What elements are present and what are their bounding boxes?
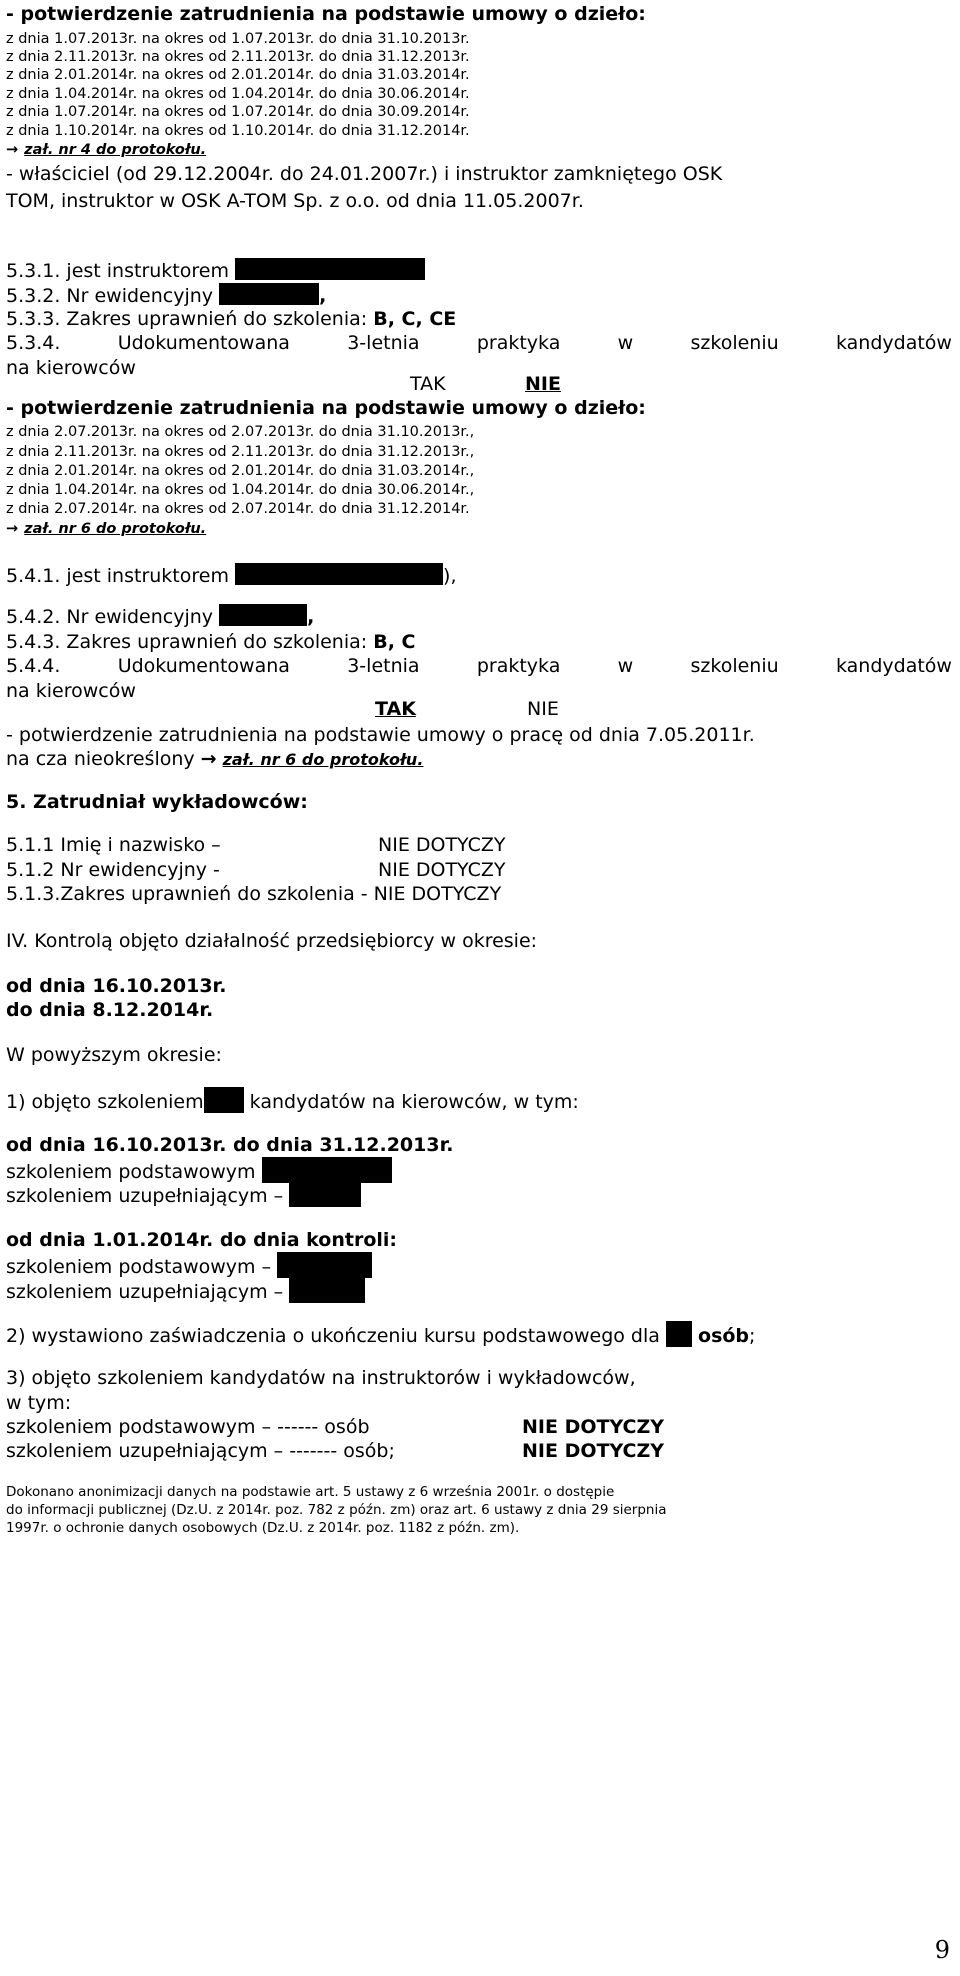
- owner-line: - właściciel (od 29.12.2004r. do 24.01.2007r.) i instruktor zamkniętego OSK: [6, 163, 723, 185]
- na-kierowcow: na kierowców: [6, 680, 136, 702]
- nie-option-selected: NIE: [525, 373, 561, 395]
- i3-podstawowe: szkoleniem podstawowym – ------ osób: [6, 1416, 370, 1438]
- arrow-right-icon: →: [200, 748, 217, 770]
- word: 5.4.4.: [6, 655, 61, 677]
- contract-line: z dnia 2.11.2013r. na okres od 2.11.2013r. do dnia 31.12.2013r.: [6, 49, 470, 65]
- wykladowcy-row-value: NIE DOTYCZY: [378, 834, 506, 856]
- ewid-line: [6, 283, 326, 308]
- word: 3-letnia: [347, 655, 420, 677]
- instructor-label: 5.3.1. jest instruktorem: [6, 260, 229, 282]
- word: szkoleniu: [690, 655, 779, 677]
- redaction-box: [277, 1252, 372, 1278]
- praktyka-line: [6, 331, 952, 355]
- attachment-text: zał. nr 6 do protokołu.: [24, 521, 207, 537]
- redaction-box: [262, 1157, 392, 1183]
- kontrola-heading: IV. Kontrolą objęto działalność przedsiębiorcy w okresie:: [6, 930, 538, 952]
- page-number: 9: [934, 1936, 950, 1964]
- attachment-ref: [6, 520, 206, 538]
- contract-line: z dnia 2.01.2014r. na okres od 2.01.2014r. do dnia 31.03.2014r.: [6, 67, 470, 83]
- p2-podstawowe-label: szkoleniem podstawowym –: [6, 1256, 272, 1278]
- contract-line: z dnia 2.11.2013r. na okres od 2.11.2013r. do dnia 31.12.2013r.,: [6, 444, 475, 460]
- p1-podstawowe-label: szkoleniem podstawowym: [6, 1161, 256, 1183]
- attachment-ref: [6, 747, 423, 772]
- close-paren: ),: [443, 565, 457, 587]
- tak-option: TAK: [410, 373, 446, 395]
- word: 3-letnia: [347, 332, 420, 354]
- wykladowcy-heading: 5. Zatrudniał wykładowców:: [6, 791, 308, 813]
- attachment-ref: [6, 141, 206, 159]
- na-kierowcow: na kierowców: [6, 357, 136, 379]
- redaction-box: [666, 1321, 692, 1347]
- contract-line: z dnia 1.07.2014r. na okres od 1.07.2014r. do dnia 30.09.2014r.: [6, 104, 470, 120]
- contract-line: z dnia 1.04.2014r. na okres od 1.04.2014r. do dnia 30.06.2014r.,: [6, 482, 475, 498]
- praktyka-line: [6, 654, 952, 678]
- p2-uzupelniajace-label: szkoleniem uzupełniającym –: [6, 1281, 284, 1303]
- owner-line: TOM, instruktor w OSK A-TOM Sp. z o.o. od dnia 11.05.2007r.: [6, 190, 584, 212]
- footer-note: 1997r. o ochronie danych osobowych (Dz.U. z 2014r. poz. 1182 z późn. zm).: [6, 1520, 520, 1536]
- zakres-line: [6, 307, 456, 331]
- word: Udokumentowana: [117, 655, 290, 677]
- tak-option-selected: TAK: [375, 698, 416, 720]
- item-1-text: kandydatów na kierowców, w tym:: [249, 1091, 579, 1113]
- wykladowcy-row-value: NIE DOTYCZY: [378, 859, 506, 881]
- p1-uzupelniajace: [6, 1181, 361, 1208]
- item-3: 3) objęto szkoleniem kandydatów na instruktorów i wykładowców,: [6, 1367, 636, 1389]
- period-1: od dnia 16.10.2013r. do dnia 31.12.2013r.: [6, 1134, 454, 1156]
- attachment-text: zał. nr 6 do protokołu.: [222, 750, 424, 769]
- i3-uzupelniajace: szkoleniem uzupełniającym – ------- osób;: [6, 1440, 395, 1462]
- instructor-label: 5.4.1. jest instruktorem: [6, 565, 229, 587]
- heading-umowa-dzielo: - potwierdzenie zatrudnienia na podstawie umowy o dzieło:: [6, 397, 646, 419]
- word: kandydatów: [835, 332, 952, 354]
- arrow-right-icon: →: [6, 142, 19, 158]
- item-2-text: 2) wystawiono zaświadczenia o ukończeniu kursu podstawowego dla: [6, 1325, 660, 1347]
- redaction-box: [235, 258, 425, 280]
- redaction-box: [289, 1277, 365, 1303]
- instructor-line: [6, 258, 425, 283]
- item-2: [6, 1321, 755, 1348]
- i3-podstawowe-value: NIE DOTYCZY: [522, 1416, 665, 1438]
- heading-umowa-dzielo: - potwierdzenie zatrudnienia na podstawie umowy o dzieło:: [6, 3, 646, 25]
- ewid-label: 5.4.2. Nr ewidencyjny: [6, 606, 214, 628]
- word: szkoleniu: [690, 332, 779, 354]
- wykladowcy-row-label: 5.1.2 Nr ewidencyjny -: [6, 859, 220, 881]
- nieokreslony-text: na cza nieokreślony: [6, 748, 195, 770]
- i3-uzupelniajace-value: NIE DOTYCZY: [522, 1440, 665, 1462]
- comma: ,: [319, 285, 327, 307]
- contract-line: z dnia 1.04.2014r. na okres od 1.04.2014r. do dnia 30.06.2014r.: [6, 86, 470, 102]
- contract-line: z dnia 1.10.2014r. na okres od 1.10.2014r. do dnia 31.12.2014r.: [6, 123, 470, 139]
- word: w: [617, 332, 634, 354]
- contract-line: z dnia 2.07.2014r. na okres od 2.07.2014r. do dnia 31.12.2014r.: [6, 501, 470, 517]
- p2-podstawowe: [6, 1252, 372, 1279]
- zakres-line: [6, 630, 416, 654]
- item-1: [6, 1087, 579, 1114]
- word: 5.3.4.: [6, 332, 61, 354]
- ewid-line: [6, 604, 314, 629]
- semicolon: ;: [749, 1325, 756, 1347]
- contract-line: z dnia 1.07.2013r. na okres od 1.07.2013r. do dnia 31.10.2013r.: [6, 31, 470, 47]
- w-okresie: W powyższym okresie:: [6, 1044, 222, 1066]
- zakres-label: 5.3.3. Zakres uprawnień do szkolenia:: [6, 308, 368, 330]
- p1-uzupelniajace-label: szkoleniem uzupełniającym –: [6, 1185, 284, 1207]
- word: w: [617, 655, 634, 677]
- wykladowcy-row3: 5.1.3.Zakres uprawnień do szkolenia - NIE DOTYCZY: [6, 883, 502, 905]
- word: kandydatów: [835, 655, 952, 677]
- word: praktyka: [476, 332, 561, 354]
- instructor-line: [6, 563, 456, 588]
- arrow-right-icon: →: [6, 521, 19, 537]
- attachment-text: zał. nr 4 do protokołu.: [24, 142, 207, 158]
- redaction-box: [219, 604, 307, 626]
- redaction-box: [219, 283, 319, 305]
- zakres-value: B, C: [373, 631, 416, 653]
- contract-line: z dnia 2.07.2013r. na okres od 2.07.2013r. do dnia 31.10.2013r.,: [6, 424, 475, 440]
- kontrola-from: od dnia 16.10.2013r.: [6, 975, 227, 997]
- wykladowcy-row-label: 5.1.1 Imię i nazwisko –: [6, 834, 221, 856]
- p2-uzupelniajace: [6, 1277, 365, 1304]
- comma: ,: [307, 606, 315, 628]
- p1-podstawowe: [6, 1157, 392, 1184]
- nie-option: NIE: [527, 698, 559, 720]
- item-1-text: 1) objęto szkoleniem: [6, 1091, 204, 1113]
- footer-note: do informacji publicznej (Dz.U. z 2014r. poz. 782 z późn. zm) oraz art. 6 ustawy z dnia 29 sierpnia: [6, 1502, 667, 1518]
- zakres-label: 5.4.3. Zakres uprawnień do szkolenia:: [6, 631, 368, 653]
- item-2-osob: osób: [698, 1325, 750, 1347]
- redaction-box: [204, 1087, 244, 1113]
- footer-note: Dokonano anonimizacji danych na podstawie art. 5 ustawy z 6 września 2001r. o dostępie: [6, 1484, 615, 1500]
- period-2: od dnia 1.01.2014r. do dnia kontroli:: [6, 1229, 397, 1251]
- kontrola-to: do dnia 8.12.2014r.: [6, 999, 214, 1021]
- umowa-o-prace: - potwierdzenie zatrudnienia na podstawie umowy o pracę od dnia 7.05.2011r.: [6, 724, 755, 746]
- word: praktyka: [476, 655, 561, 677]
- ewid-label: 5.3.2. Nr ewidencyjny: [6, 285, 214, 307]
- redaction-box: [289, 1181, 361, 1207]
- redaction-box: [235, 563, 443, 585]
- contract-line: z dnia 2.01.2014r. na okres od 2.01.2014r. do dnia 31.03.2014r.,: [6, 463, 475, 479]
- zakres-value: B, C, CE: [373, 308, 457, 330]
- item-3-cont: w tym:: [6, 1392, 72, 1414]
- word: Udokumentowana: [117, 332, 290, 354]
